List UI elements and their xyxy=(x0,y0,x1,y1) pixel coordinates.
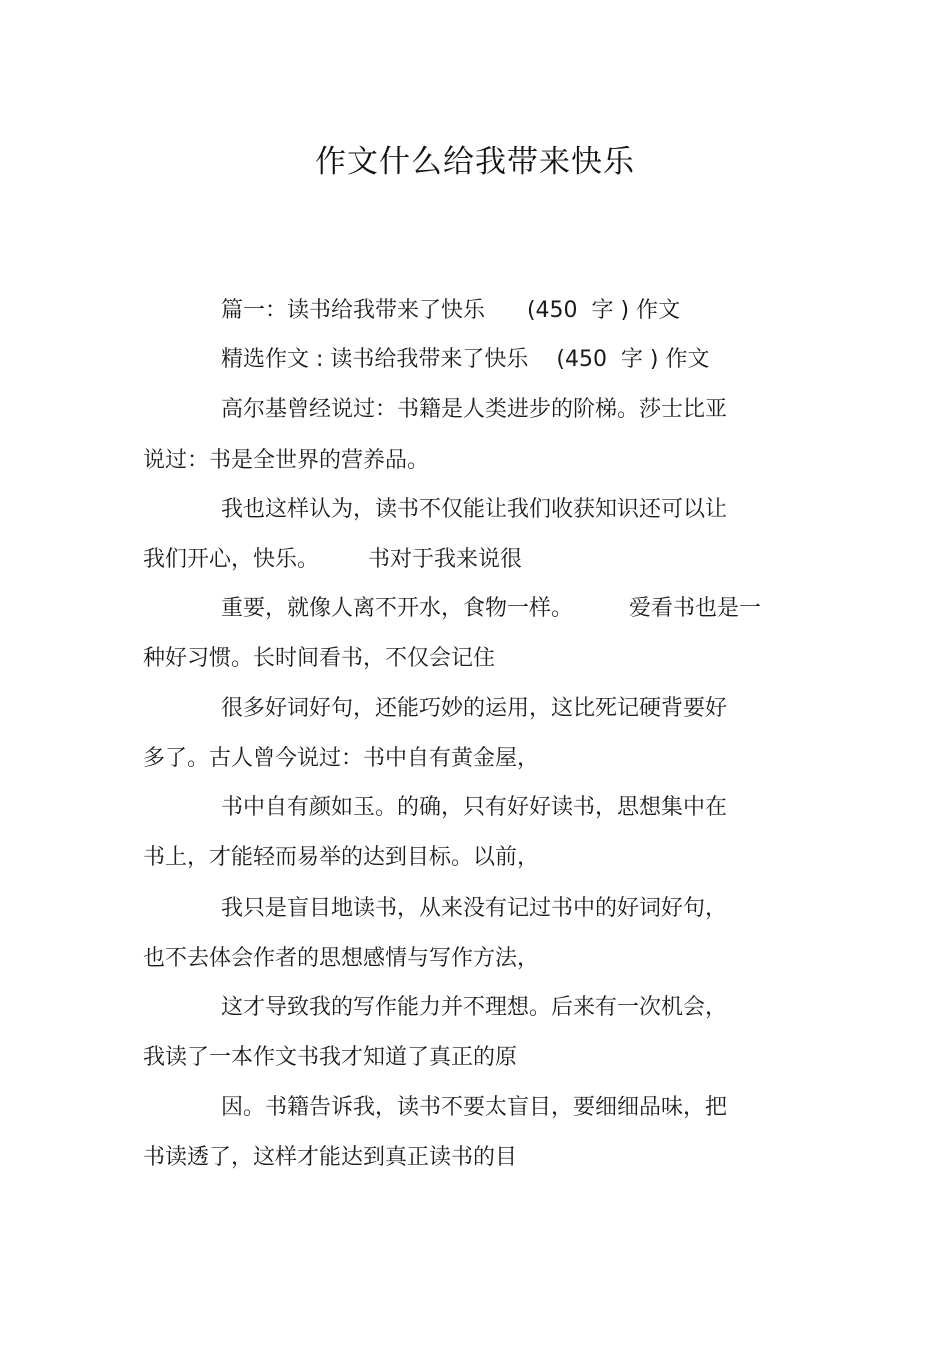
text-line: 我读了一本作文书我才知道了真正的原 xyxy=(143,1045,518,1070)
text-line: 精选作文 : 读书给我带来了快乐 (450 字 ) 作文 xyxy=(221,347,710,372)
text-line: 种好习惯。长时间看书，不仅会记住 xyxy=(143,646,496,671)
text-line: 这才导致我的写作能力并不理想。后来有一次机会， xyxy=(221,995,728,1020)
text-line: 书上，才能轻而易举的达到目标。以前， xyxy=(143,845,540,870)
text-line: 多了。古人曾今说过：书中自有黄金屋， xyxy=(143,746,540,771)
text-line: 重要，就像人离不开水，食物一样。 爱看书也是一 xyxy=(221,596,761,621)
text-line: 我也这样认为，读书不仅能让我们收获知识还可以让 xyxy=(221,497,728,522)
text-line: 也不去体会作者的思想感情与写作方法， xyxy=(143,946,540,971)
document-title: 作文什么给我带来快乐 xyxy=(315,144,635,180)
text-line: 因。书籍告诉我，读书不要太盲目，要细细品味，把 xyxy=(221,1095,728,1120)
text-line: 说过：书是全世界的营养品。 xyxy=(143,448,430,473)
text-line: 篇一：读书给我带来了快乐 (450 字 ) 作文 xyxy=(221,298,681,323)
text-line: 书中自有颜如玉。的确，只有好好读书，思想集中在 xyxy=(221,795,728,820)
text-line: 我们开心，快乐。 书对于我来说很 xyxy=(143,547,522,572)
text-line: 书读透了，这样才能达到真正读书的目 xyxy=(143,1145,518,1170)
text-line: 高尔基曾经说过：书籍是人类进步的阶梯。莎士比亚 xyxy=(221,397,728,422)
text-line: 很多好词好句，还能巧妙的运用，这比死记硬背要好 xyxy=(221,696,728,721)
text-line: 我只是盲目地读书，从来没有记过书中的好词好句， xyxy=(221,896,728,921)
